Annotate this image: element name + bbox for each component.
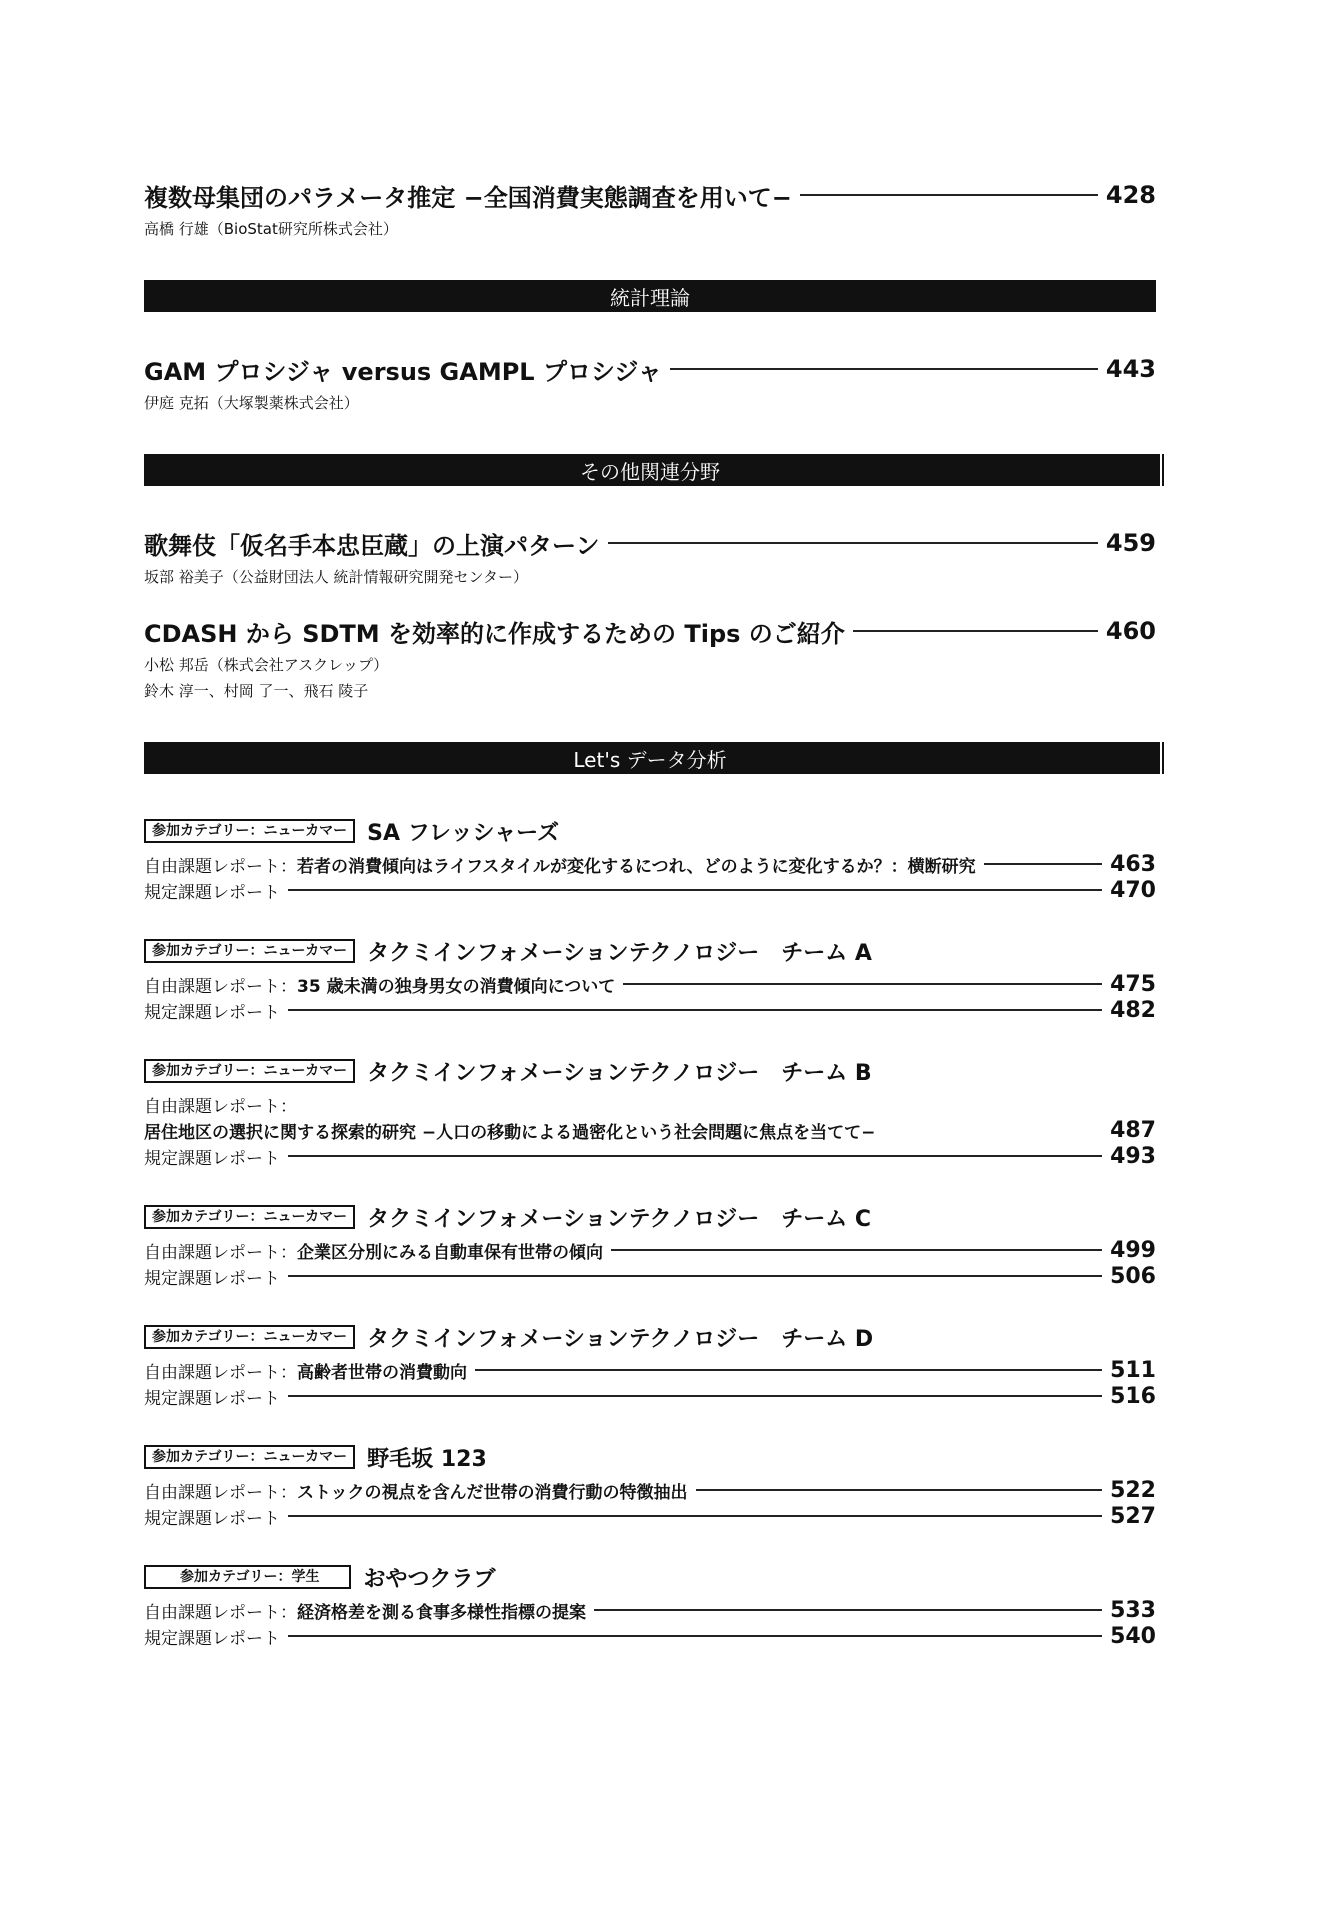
leader-line <box>608 542 1098 544</box>
required-report-entry[interactable] <box>144 878 1156 902</box>
required-report-entry[interactable] <box>144 1504 1156 1528</box>
required-report-label: 規定課題レポート <box>144 1148 280 1169</box>
required-report-entry[interactable] <box>144 1264 1156 1288</box>
category-badge: 参加カテゴリー：ニューカマー <box>144 1059 355 1083</box>
report-title: 35 歳未満の独身男女の消費傾向について <box>297 976 616 997</box>
page-number: 463 <box>1110 851 1156 877</box>
leader-line <box>696 1489 1103 1491</box>
report-title: 高齢者世帯の消費動向 <box>297 1362 467 1383</box>
report-title: 居住地区の選択に関する探索的研究 −人口の移動による過密化という社会問題に焦点を当てて− <box>144 1122 876 1143</box>
required-report-entry[interactable] <box>144 998 1156 1022</box>
team-name: SA フレッシャーズ <box>367 820 560 846</box>
page-number: 522 <box>1110 1477 1156 1503</box>
leader-line <box>800 194 1098 196</box>
team-name: タクミインフォメーションテクノロジー チーム A <box>367 940 872 966</box>
leader-line <box>288 1009 1102 1011</box>
required-report-label: 規定課題レポート <box>144 1268 280 1289</box>
page-number: 540 <box>1110 1623 1156 1649</box>
required-report-label: 規定課題レポート <box>144 1508 280 1529</box>
free-report-entry[interactable] <box>144 1598 1156 1622</box>
page-number: 533 <box>1110 1597 1156 1623</box>
free-report-entry[interactable] <box>144 1478 1156 1502</box>
free-report-label-row <box>144 1092 1156 1116</box>
entry-title: 歌舞伎「仮名手本忠臣蔵」の上演パターン <box>144 531 600 560</box>
team-header <box>144 1322 873 1352</box>
category-badge: 参加カテゴリー：ニューカマー <box>144 1445 355 1469</box>
team-name: おやつクラブ <box>363 1566 496 1592</box>
entry-coauthors: 鈴木 淳一、村岡 了一、飛石 陵子 <box>144 682 369 700</box>
leader-line <box>670 368 1098 370</box>
entry-author: 伊庭 克拓（大塚製薬株式会社） <box>144 394 359 412</box>
toc-entry[interactable] <box>144 178 1156 212</box>
free-report-label: 自由課題レポート： <box>144 1242 297 1263</box>
category-badge: 参加カテゴリー：ニューカマー <box>144 819 355 843</box>
free-report-label: 自由課題レポート： <box>144 1362 297 1383</box>
required-report-label: 規定課題レポート <box>144 1628 280 1649</box>
category-badge: 参加カテゴリー：学生 <box>144 1565 351 1589</box>
team-header <box>144 1562 495 1592</box>
page-number: 459 <box>1105 529 1156 557</box>
page-number: 493 <box>1110 1143 1156 1169</box>
free-report-label: 自由課題レポート： <box>144 1602 297 1623</box>
leader-line <box>288 1395 1102 1397</box>
free-report-entry[interactable] <box>144 972 1156 996</box>
free-report-label: 自由課題レポート： <box>144 976 297 997</box>
required-report-label: 規定課題レポート <box>144 882 280 903</box>
page-number: 499 <box>1110 1237 1156 1263</box>
category-badge: 参加カテゴリー：ニューカマー <box>144 939 355 963</box>
free-report-entry[interactable] <box>144 1118 1156 1142</box>
leader-line <box>853 630 1098 632</box>
team-header <box>144 936 872 966</box>
entry-title: 複数母集団のパラメータ推定 −全国消費実態調査を用いて− <box>144 183 792 212</box>
toc-entry[interactable] <box>144 352 1156 386</box>
entry-title: GAM プロシジャ versus GAMPL プロシジャ <box>144 357 662 386</box>
team-name: タクミインフォメーションテクノロジー チーム B <box>367 1060 872 1086</box>
team-header <box>144 816 559 846</box>
page-number: 482 <box>1110 997 1156 1023</box>
entry-author: 高橋 行雄（BioStat研究所株式会社） <box>144 220 398 238</box>
category-badge: 参加カテゴリー：ニューカマー <box>144 1205 355 1229</box>
report-title: ストックの視点を含んだ世帯の消費行動の特徴抽出 <box>297 1482 688 1503</box>
required-report-label: 規定課題レポート <box>144 1388 280 1409</box>
leader-line <box>288 1275 1102 1277</box>
team-header <box>144 1202 871 1232</box>
page-number: 460 <box>1105 617 1156 645</box>
page-number: 527 <box>1110 1503 1156 1529</box>
free-report-entry[interactable] <box>144 1358 1156 1382</box>
report-title: 企業区分別にみる自動車保有世帯の傾向 <box>297 1242 603 1263</box>
required-report-entry[interactable] <box>144 1624 1156 1648</box>
leader-line <box>475 1369 1102 1371</box>
toc-entry[interactable] <box>144 614 1156 648</box>
team-header <box>144 1442 487 1472</box>
category-badge: 参加カテゴリー：ニューカマー <box>144 1325 355 1349</box>
report-title: 若者の消費傾向はライフスタイルが変化するにつれ、どのように変化するか？：横断研究 <box>297 856 976 877</box>
leader-line <box>288 1155 1102 1157</box>
page-number: 506 <box>1110 1263 1156 1289</box>
free-report-entry[interactable] <box>144 852 1156 876</box>
leader-line <box>984 863 1102 865</box>
leader-line <box>623 983 1102 985</box>
section-header-data-analysis <box>144 742 1160 774</box>
entry-author: 小松 邦岳（株式会社アスクレップ） <box>144 656 389 674</box>
free-report-label: 自由課題レポート： <box>144 856 297 877</box>
section-header-theory <box>144 280 1156 312</box>
page-number: 511 <box>1110 1357 1156 1383</box>
leader-line <box>288 1515 1102 1517</box>
page-number: 487 <box>1110 1117 1156 1143</box>
free-report-label: 自由課題レポート： <box>144 1482 297 1503</box>
section-label: その他関連分野 <box>580 459 720 484</box>
page-number: 470 <box>1110 877 1156 903</box>
section-label: Let's データ分析 <box>573 747 727 772</box>
section-header-other <box>144 454 1160 486</box>
toc-entry[interactable] <box>144 526 1156 560</box>
leader-line <box>288 889 1102 891</box>
entry-author: 坂部 裕美子（公益財団法人 統計情報研究開発センター） <box>144 568 528 586</box>
team-name: 野毛坂 123 <box>367 1446 487 1472</box>
required-report-entry[interactable] <box>144 1144 1156 1168</box>
page-number: 516 <box>1110 1383 1156 1409</box>
page-number: 475 <box>1110 971 1156 997</box>
required-report-entry[interactable] <box>144 1384 1156 1408</box>
team-name: タクミインフォメーションテクノロジー チーム C <box>367 1206 872 1232</box>
report-title: 経済格差を測る食事多様性指標の提案 <box>297 1602 586 1623</box>
team-header <box>144 1056 872 1086</box>
team-name: タクミインフォメーションテクノロジー チーム D <box>367 1326 874 1352</box>
section-label: 統計理論 <box>610 285 690 310</box>
required-report-label: 規定課題レポート <box>144 1002 280 1023</box>
free-report-entry[interactable] <box>144 1238 1156 1262</box>
leader-line <box>594 1609 1102 1611</box>
entry-title: CDASH から SDTM を効率的に作成するための Tips のご紹介 <box>144 619 845 648</box>
page-number: 428 <box>1105 181 1156 209</box>
leader-line <box>611 1249 1102 1251</box>
free-report-label: 自由課題レポート： <box>144 1096 297 1117</box>
leader-line <box>288 1635 1102 1637</box>
page-number: 443 <box>1105 355 1156 383</box>
